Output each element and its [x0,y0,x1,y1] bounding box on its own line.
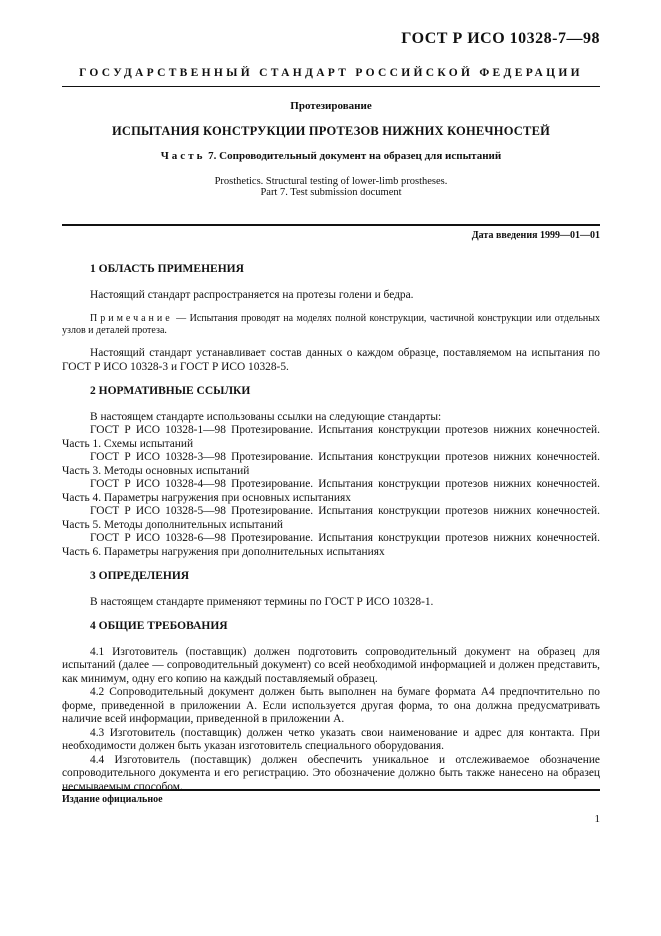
title-rule [62,224,600,226]
note-text: — Испытания проводят на моделях полной конструкции, частичной конструкции или отдельных узлов и деталей протеза. [62,313,600,336]
header-rule [62,86,600,87]
requirement-item: 4.1 Изготовитель (поставщик) должен подготовить сопроводительный документ на образец для испытаний (далее — сопроводительный документ) со всей необходимой информацией и должен представить, как минимум, одну его копию на каждый поставляемый образец. [62,645,600,685]
english-title [62,176,600,198]
requirement-item: 4.3 Изготовитель (поставщик) должен четко указать свои наименование и адрес для контакта. При необходимости должен быть указан изготовитель специального оборудования. [62,726,600,752]
section-4-heading: 4 ОБЩИЕ ТРЕБОВАНИЯ [90,620,228,632]
section-1-paragraph-1: Настоящий стандарт распространяется на протезы голени и бедра. [90,288,414,301]
official-edition-label: Издание официальное [62,794,163,805]
part-title [62,150,600,162]
section-1-heading: 1 ОБЛАСТЬ ПРИМЕНЕНИЯ [90,263,244,275]
section-1-note [62,313,600,336]
english-title-line1: Prosthetics. Structural testing of lower-limb prostheses. [214,176,448,187]
document-body [62,263,600,794]
requirement-item: 4.2 Сопроводительный документ должен быть выполнен на бумаге формата А4 предпочтительно по форме, приведенной в приложении А. Если используется другая форма, то она должна предусматривать наличие всей информации, приведенной в приложении А. [62,686,600,725]
reference-item: ГОСТ Р ИСО 10328-4—98 Протезирование. Испытания конструкции протезов нижних конечностей. Часть 4. Параметры нагружения при основных испытаниях [62,478,600,504]
introduction-date: Дата введения 1999—01—01 [471,230,600,241]
section-2-heading: 2 НОРМАТИВНЫЕ ССЫЛКИ [90,385,251,397]
section-1-paragraph-2: Настоящий стандарт устанавливает состав данных о каждом образце, поставляемом на испытания по ГОСТ Р ИСО 10328-3 и ГОСТ Р ИСО 10328-5. [62,347,600,373]
section-2-intro: В настоящем стандарте использованы ссылки на следующие стандарты: [90,410,442,423]
reference-item: ГОСТ Р ИСО 10328-6—98 Протезирование. Испытания конструкции протезов нижних конечностей. Часть 6. Параметры нагружения при дополнительных испытаниях [62,532,600,558]
reference-item: ГОСТ Р ИСО 10328-3—98 Протезирование. Испытания конструкции протезов нижних конечностей. Часть 3. Методы основных испытаний [62,451,600,477]
part-word: Часть [160,150,206,162]
part-rest: 7. Сопроводительный документ на образец для испытаний [205,150,502,162]
subject-heading: Протезирование [290,100,372,112]
requirement-item: 4.4 Изготовитель (поставщик) должен обеспечить уникальное и отслеживаемое обозначение сопроводительного документа и его регистрацию. Это обозначение должно быть также нанесено на образец несмываемым способом. [62,753,600,793]
note-word: Примечание [90,313,173,324]
english-title-line2: Part 7. Test submission document [260,187,402,198]
reference-item: ГОСТ Р ИСО 10328-5—98 Протезирование. Испытания конструкции протезов нижних конечностей. Часть 5. Методы дополнительных испытаний [62,505,600,531]
footer-rule [62,789,600,791]
section-3-paragraph: В настоящем стандарте применяют термины по ГОСТ Р ИСО 10328-1. [90,595,434,608]
section-3-heading: 3 ОПРЕДЕЛЕНИЯ [90,570,190,582]
reference-item: ГОСТ Р ИСО 10328-1—98 Протезирование. Испытания конструкции протезов нижних конечностей. Часть 1. Схемы испытаний [62,424,600,450]
main-title: ИСПЫТАНИЯ КОНСТРУКЦИИ ПРОТЕЗОВ НИЖНИХ КОНЕЧНОСТЕЙ [111,124,551,138]
page-number: 1 [594,813,600,825]
standard-code: ГОСТ Р ИСО 10328-7—98 [401,30,600,47]
state-standard-title: ГОСУДАРСТВЕННЫЙ СТАНДАРТ РОССИЙСКОЙ ФЕДЕРАЦИИ [79,67,583,79]
